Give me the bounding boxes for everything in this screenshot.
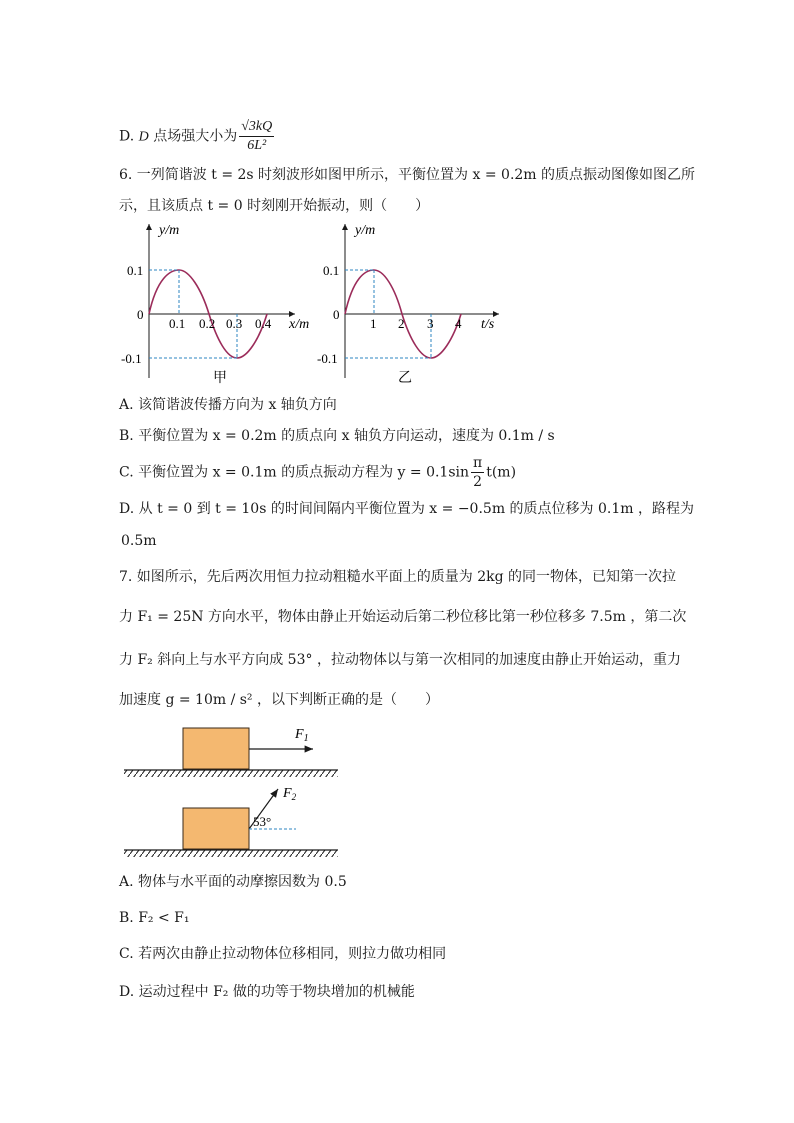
q6-stem-line2: 示，且该质点 t = 0 时刻刚开始振动，则（ ）	[119, 198, 430, 214]
q7-option-b: B. F₂ < F₁	[119, 910, 190, 926]
q7-stem-line1: 7. 如图所示，先后两次用恒力拉动粗糙水平面上的质量为 2kg 的同一物体，已知第一次拉	[119, 569, 677, 585]
graph-yi-caption: 乙	[398, 371, 412, 386]
block-1	[183, 728, 249, 769]
graph-yi	[317, 223, 499, 386]
block-2	[183, 808, 249, 849]
q6-option-a: A. 该简谐波传播方向为 x 轴负方向	[119, 397, 337, 413]
graph-yi-xtick-1: 1	[370, 316, 377, 331]
q6-option-c: C. 平衡位置为 x = 0.1m 的质点振动方程为 y = 0.1sin $\frac{\pi}{2}$ t(m)	[119, 455, 517, 490]
graph-yi-xlabel: t/s	[481, 317, 495, 332]
q7-stem-line4: 加速度 g = 10m / s² ，以下判断正确的是（ ）	[119, 692, 439, 708]
graph-jia-xtick-1: 0.1	[169, 316, 186, 331]
ground-2	[124, 850, 338, 857]
q7-option-d: D. 运动过程中 F₂ 做的功等于物块增加的机械能	[119, 984, 415, 1000]
q6-option-d-line2: 0.5m	[121, 533, 157, 549]
q6-stem-line1: 6. 一列简谐波 t = 2s 时刻波形如图甲所示，平衡位置为 x = 0.2m 的质点振动图像如图乙所	[119, 167, 696, 183]
q7-option-c: C. 若两次由静止拉动物体位移相同，则拉力做功相同	[119, 946, 447, 962]
graph-jia	[121, 223, 309, 386]
graph-jia-xlabel: x/m	[289, 317, 310, 332]
ground-1	[124, 770, 338, 777]
q6-option-d-line1: D. 从 t = 0 到 t = 10s 的时间间隔内平衡位置为 x = −0.5m 的质点位移为 0.1m ，路程为	[119, 501, 694, 517]
q6-option-b: B. 平衡位置为 x = 0.2m 的质点向 x 轴负方向运动，速度为 0.1m / s	[119, 428, 555, 444]
q7-stem-line3: 力 F₂ 斜向上与水平方向成 53° ，拉动物体以与第一次相同的加速度由静止开始运动，重力	[119, 652, 681, 668]
q7-scene-2	[124, 786, 338, 857]
q5-option-d: D. D 点场强大小为 $\frac{√3kQ}{\text{6L²}}$	[119, 119, 273, 153]
q5-fraction: $\frac{√3kQ}{\text{6L²}}$	[241, 119, 273, 153]
q7-option-a: A. 物体与水平面的动摩擦因数为 0.5	[119, 874, 347, 890]
graph-yi-xtick-3: 3	[427, 316, 434, 331]
graph-yi-origin: 0	[333, 307, 340, 322]
q7-figure	[118, 718, 358, 868]
graph-jia-xtick-2: 0.2	[199, 316, 216, 331]
graph-yi-ytick-top: 0.1	[323, 263, 340, 278]
q7-scene-1	[124, 727, 338, 777]
label-f1: $F_1$	[295, 727, 309, 744]
graph-jia-ylabel: y/m	[159, 223, 180, 238]
q6-option-c-fraction: $\frac{\pi}{2}$	[473, 455, 483, 490]
graph-jia-origin: 0	[137, 307, 144, 322]
q6-figures	[115, 218, 535, 393]
graph-jia-ytick-top: 0.1	[127, 263, 144, 278]
graph-yi-xtick-2: 2	[398, 316, 405, 331]
graph-yi-xtick-4: 4	[455, 316, 462, 331]
graph-jia-caption: 甲	[213, 371, 227, 386]
graph-jia-xtick-3: 0.3	[226, 316, 243, 331]
graph-jia-ytick-bottom: -0.1	[121, 351, 142, 366]
graph-jia-xtick-4: 0.4	[255, 316, 272, 331]
label-f2: $F_2$	[283, 786, 297, 802]
graph-yi-ylabel: y/m	[355, 223, 376, 238]
label-angle: 53°	[253, 814, 272, 829]
q7-stem-line2: 力 F₁ = 25N 方向水平，物体由静止开始运动后第二秒位移比第一秒位移多 7.5m ，第二次	[119, 609, 687, 625]
graph-yi-ytick-bottom: -0.1	[317, 351, 338, 366]
